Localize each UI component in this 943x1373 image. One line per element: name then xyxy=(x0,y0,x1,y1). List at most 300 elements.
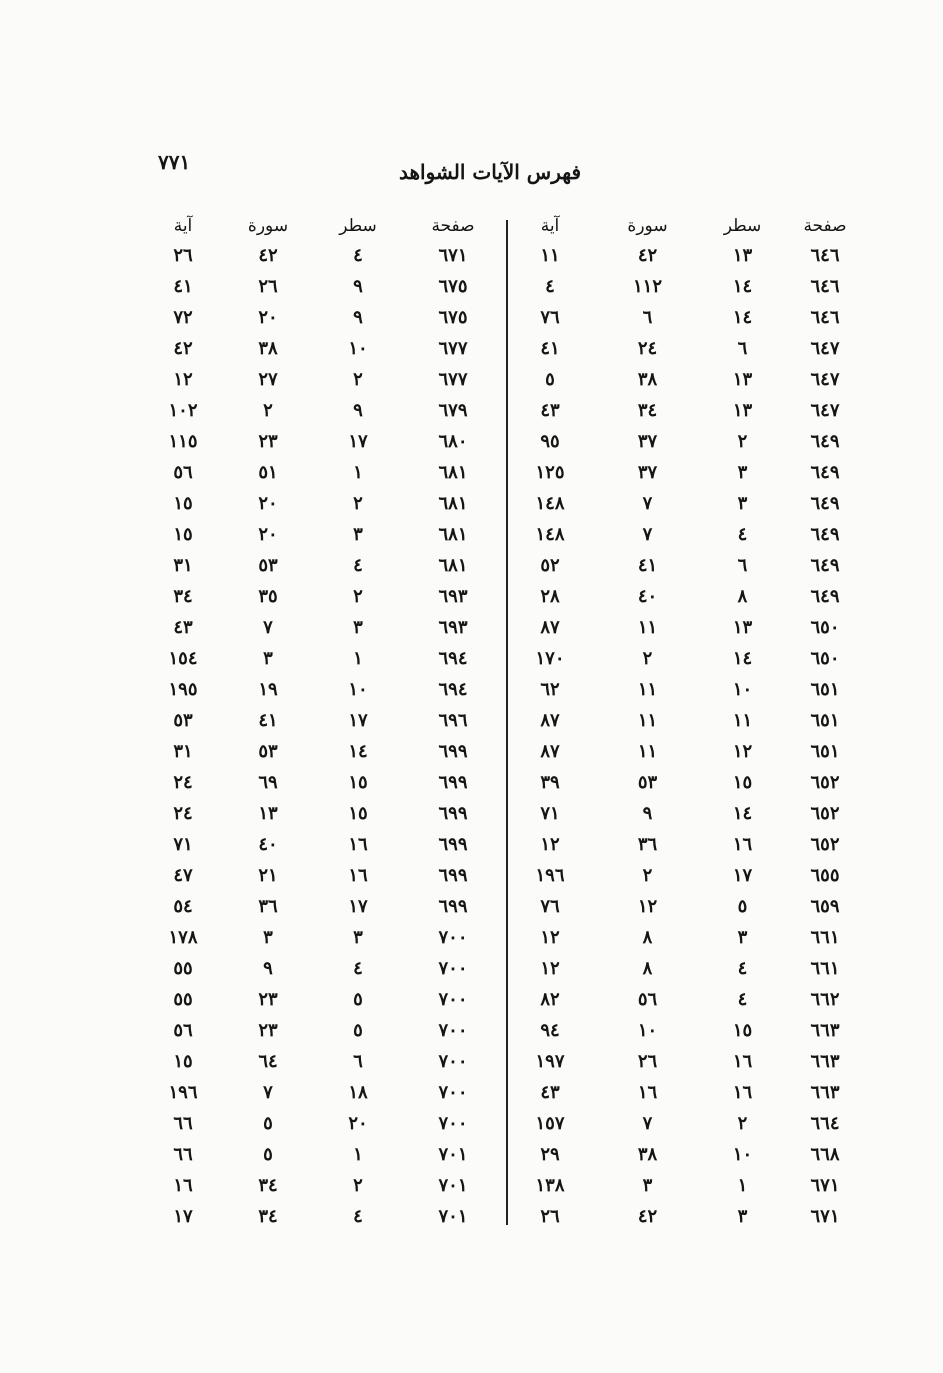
cell-sura: ٣٨ xyxy=(637,369,658,390)
table-row xyxy=(505,891,865,922)
cell-aya: ٢٤ xyxy=(173,803,193,824)
table-row xyxy=(148,364,508,395)
cell-line: ٤ xyxy=(353,555,363,576)
table-row xyxy=(148,922,508,953)
table-row xyxy=(148,643,508,674)
cell-line: ١ xyxy=(737,1175,748,1196)
cell-page: ٦٩٩ xyxy=(438,772,468,793)
cell-aya: ١٧٨ xyxy=(168,927,198,948)
cell-page: ٦٥١ xyxy=(810,741,840,762)
table-header-row xyxy=(148,212,508,240)
cell-line: ١٣ xyxy=(732,245,753,266)
cell-aya: ٦٢ xyxy=(540,679,560,700)
cell-aya: ١٤٨ xyxy=(535,493,565,514)
cell-line: ١٤ xyxy=(732,803,753,824)
cell-page: ٦٤٧ xyxy=(810,400,840,421)
right-index-column xyxy=(505,212,865,1232)
cell-aya: ٤٣ xyxy=(173,617,193,638)
cell-line: ٣ xyxy=(353,617,363,638)
cell-page: ٦٤٦ xyxy=(810,307,840,328)
cell-line: ١٦ xyxy=(732,834,753,855)
cell-aya: ٤١ xyxy=(173,276,193,297)
cell-line: ١٣ xyxy=(732,617,753,638)
table-row xyxy=(505,705,865,736)
cell-line: ٤ xyxy=(353,245,363,266)
cell-page: ٦٦٤ xyxy=(810,1113,840,1134)
table-row xyxy=(505,240,865,271)
cell-line: ١٨ xyxy=(348,1082,368,1103)
cell-page: ٦٤٧ xyxy=(810,338,840,359)
cell-aya: ٧١ xyxy=(540,803,560,824)
cell-sura: ٤١ xyxy=(637,555,658,576)
cell-page: ٦٨٠ xyxy=(438,431,468,452)
table-row xyxy=(148,705,508,736)
cell-aya: ٨٧ xyxy=(540,617,560,638)
table-row xyxy=(505,643,865,674)
cell-aya: ١٩٦ xyxy=(168,1082,198,1103)
cell-page: ٦٤٧ xyxy=(810,369,840,390)
cell-sura: ٢٧ xyxy=(258,369,278,390)
cell-sura: ٨ xyxy=(642,958,653,979)
cell-line: ١٠ xyxy=(348,679,368,700)
cell-aya: ١٥٧ xyxy=(535,1113,565,1134)
cell-line: ١٥ xyxy=(732,1020,753,1041)
cell-aya: ١٣٨ xyxy=(535,1175,565,1196)
cell-aya: ٤٧ xyxy=(173,865,193,886)
cell-page: ٦٩٣ xyxy=(438,617,468,638)
cell-aya: ٧١ xyxy=(173,834,193,855)
cell-sura: ٤٢ xyxy=(258,245,278,266)
cell-aya: ١٥ xyxy=(173,524,193,545)
cell-aya: ٨٧ xyxy=(540,741,560,762)
cell-line: ١٠ xyxy=(348,338,368,359)
cell-sura: ٤٠ xyxy=(258,834,278,855)
cell-line: ١١ xyxy=(732,710,753,731)
cell-page: ٧٠١ xyxy=(438,1144,468,1165)
cell-page: ٦٦١ xyxy=(810,958,840,979)
cell-page: ٦٤٩ xyxy=(810,431,840,452)
cell-line: ١٤ xyxy=(732,276,753,297)
cell-line: ١٦ xyxy=(348,865,368,886)
cell-aya: ٢٨ xyxy=(540,586,560,607)
cell-aya: ١٧ xyxy=(173,1206,193,1227)
table-row xyxy=(148,581,508,612)
cell-sura: ٣٧ xyxy=(637,462,658,483)
cell-page: ٧٠٠ xyxy=(438,989,468,1010)
cell-line: ٣ xyxy=(737,1206,748,1227)
cell-line: ٢ xyxy=(353,1175,363,1196)
header-page: صفحة xyxy=(431,216,475,236)
cell-page: ٦٩٩ xyxy=(438,803,468,824)
table-row xyxy=(505,674,865,705)
cell-page: ٦٨١ xyxy=(438,493,468,514)
table-row xyxy=(148,953,508,984)
cell-aya: ١٢٥ xyxy=(535,462,565,483)
cell-sura: ٣٦ xyxy=(637,834,658,855)
table-row xyxy=(148,1139,508,1170)
cell-page: ٦٦٣ xyxy=(810,1020,840,1041)
cell-page: ٧٠٠ xyxy=(438,1113,468,1134)
table-row xyxy=(148,550,508,581)
cell-line: ١ xyxy=(353,648,363,669)
table-row xyxy=(505,798,865,829)
cell-sura: ١٩ xyxy=(258,679,278,700)
cell-line: ٦ xyxy=(737,555,748,576)
cell-aya: ٣١ xyxy=(173,555,193,576)
cell-sura: ١١ xyxy=(637,710,658,731)
cell-aya: ٩٤ xyxy=(540,1020,560,1041)
table-row xyxy=(505,1170,865,1201)
cell-aya: ١٦ xyxy=(173,1175,193,1196)
page-number: ٧٧١ xyxy=(158,150,191,174)
cell-page: ٧٠٠ xyxy=(438,958,468,979)
cell-sura: ٥ xyxy=(263,1113,273,1134)
cell-aya: ٨٢ xyxy=(540,989,560,1010)
cell-aya: ١١ xyxy=(540,245,560,266)
cell-aya: ٤٢ xyxy=(173,338,193,359)
cell-aya: ٧٢ xyxy=(173,307,193,328)
header-aya: آية xyxy=(540,216,560,236)
cell-aya: ٨٧ xyxy=(540,710,560,731)
cell-page: ٦٧١ xyxy=(438,245,468,266)
cell-aya: ١٢ xyxy=(540,834,560,855)
cell-sura: ٧ xyxy=(642,1113,653,1134)
table-row xyxy=(148,1201,508,1232)
cell-page: ٦٥٩ xyxy=(810,896,840,917)
cell-page: ٦٥١ xyxy=(810,679,840,700)
cell-page: ٦٦٨ xyxy=(810,1144,840,1165)
cell-aya: ٣٩ xyxy=(540,772,560,793)
table-row xyxy=(505,457,865,488)
table-row xyxy=(505,767,865,798)
cell-sura: ١٠ xyxy=(637,1020,658,1041)
cell-sura: ٢٠ xyxy=(258,524,278,545)
table-row xyxy=(505,395,865,426)
cell-page: ٦٩٣ xyxy=(438,586,468,607)
table-row xyxy=(148,395,508,426)
table-row xyxy=(505,1201,865,1232)
cell-sura: ٦٩ xyxy=(258,772,278,793)
cell-line: ١٦ xyxy=(348,834,368,855)
cell-sura: ٤٢ xyxy=(637,1206,658,1227)
header-page: صفحة xyxy=(803,216,847,236)
cell-line: ١٧ xyxy=(348,710,368,731)
cell-page: ٧٠١ xyxy=(438,1175,468,1196)
cell-line: ٦ xyxy=(353,1051,363,1072)
table-row xyxy=(148,860,508,891)
cell-sura: ١١٢ xyxy=(632,276,662,297)
cell-aya: ٢٤ xyxy=(173,772,193,793)
cell-page: ٧٠٠ xyxy=(438,1051,468,1072)
cell-aya: ٣١ xyxy=(173,741,193,762)
table-row xyxy=(148,984,508,1015)
left-index-table xyxy=(148,212,508,1232)
table-row xyxy=(148,674,508,705)
table-row xyxy=(505,953,865,984)
cell-aya: ١٤٨ xyxy=(535,524,565,545)
cell-aya: ١١٥ xyxy=(168,431,198,452)
table-row xyxy=(148,891,508,922)
header-sura: سورة xyxy=(247,216,289,236)
cell-aya: ٤٣ xyxy=(540,1082,560,1103)
cell-page: ٦٥٢ xyxy=(810,772,840,793)
table-row xyxy=(148,333,508,364)
cell-aya: ١٩٥ xyxy=(168,679,198,700)
cell-page: ٦٧٧ xyxy=(438,338,468,359)
cell-line: ٣ xyxy=(353,524,363,545)
table-row xyxy=(148,271,508,302)
cell-sura: ٢٤ xyxy=(637,338,658,359)
cell-page: ٦٥٠ xyxy=(810,617,840,638)
cell-sura: ٣ xyxy=(642,1175,653,1196)
table-row xyxy=(148,1077,508,1108)
cell-line: ٥ xyxy=(353,989,363,1010)
cell-line: ١٧ xyxy=(348,431,368,452)
left-index-column xyxy=(148,212,508,1232)
cell-aya: ٤٣ xyxy=(540,400,560,421)
table-row xyxy=(148,1015,508,1046)
cell-sura: ٧ xyxy=(642,493,653,514)
cell-page: ٦٤٩ xyxy=(810,524,840,545)
running-title: فهرس الآيات الشواهد xyxy=(398,160,582,184)
table-row xyxy=(148,488,508,519)
cell-line: ٦ xyxy=(737,338,748,359)
cell-aya: ٧٦ xyxy=(540,896,560,917)
cell-aya: ٥٦ xyxy=(173,1020,193,1041)
cell-line: ٤ xyxy=(737,989,748,1010)
table-row xyxy=(148,302,508,333)
table-row xyxy=(505,302,865,333)
table-row xyxy=(148,612,508,643)
cell-aya: ٥٢ xyxy=(540,555,560,576)
cell-line: ٢ xyxy=(353,493,363,514)
table-row xyxy=(148,1170,508,1201)
cell-sura: ٢٦ xyxy=(258,276,278,297)
cell-line: ١٣ xyxy=(732,369,753,390)
cell-aya: ٢٩ xyxy=(540,1144,560,1165)
cell-line: ٢ xyxy=(737,1113,748,1134)
table-row xyxy=(505,271,865,302)
cell-line: ٢ xyxy=(353,586,363,607)
header-aya: آية xyxy=(173,216,193,236)
cell-line: ٨ xyxy=(737,586,748,607)
table-row xyxy=(505,984,865,1015)
cell-sura: ١٦ xyxy=(637,1082,658,1103)
table-row xyxy=(148,767,508,798)
table-row xyxy=(148,736,508,767)
table-row xyxy=(505,519,865,550)
cell-sura: ٣٤ xyxy=(637,400,658,421)
table-row xyxy=(505,736,865,767)
cell-page: ٧٠٠ xyxy=(438,927,468,948)
cell-page: ٦٧١ xyxy=(810,1175,840,1196)
cell-line: ١٧ xyxy=(732,865,753,886)
cell-sura: ٣٤ xyxy=(258,1206,278,1227)
cell-page: ٦٨١ xyxy=(438,555,468,576)
cell-sura: ٤١ xyxy=(258,710,278,731)
cell-sura: ٣ xyxy=(263,648,273,669)
table-row xyxy=(505,1077,865,1108)
cell-line: ٤ xyxy=(737,958,748,979)
cell-aya: ٥٦ xyxy=(173,462,193,483)
cell-line: ١٥ xyxy=(348,772,368,793)
cell-page: ٧٠٠ xyxy=(438,1082,468,1103)
cell-aya: ٤١ xyxy=(540,338,560,359)
cell-page: ٦٦٢ xyxy=(810,989,840,1010)
cell-sura: ٣٧ xyxy=(637,431,658,452)
cell-aya: ٢٦ xyxy=(173,245,193,266)
cell-line: ١ xyxy=(353,1144,363,1165)
table-row xyxy=(148,829,508,860)
cell-line: ١ xyxy=(353,462,363,483)
cell-page: ٦٩٤ xyxy=(438,679,468,700)
cell-sura: ٤٠ xyxy=(637,586,658,607)
cell-line: ٢٠ xyxy=(348,1113,368,1134)
cell-line: ١٢ xyxy=(732,741,753,762)
cell-page: ٦٥١ xyxy=(810,710,840,731)
cell-page: ٦٧٩ xyxy=(438,400,468,421)
table-row xyxy=(148,519,508,550)
cell-line: ٣ xyxy=(737,927,748,948)
cell-page: ٦٦٣ xyxy=(810,1082,840,1103)
cell-sura: ٩ xyxy=(642,803,653,824)
cell-line: ١٤ xyxy=(348,741,368,762)
cell-aya: ١٢ xyxy=(173,369,193,390)
cell-sura: ٢٠ xyxy=(258,307,278,328)
cell-line: ٤ xyxy=(737,524,748,545)
cell-sura: ٣ xyxy=(263,927,273,948)
cell-aya: ٥ xyxy=(545,369,555,390)
cell-aya: ٥٥ xyxy=(173,989,193,1010)
cell-line: ١٦ xyxy=(732,1051,753,1072)
cell-line: ١٠ xyxy=(732,679,753,700)
table-row xyxy=(505,333,865,364)
table-row xyxy=(505,1015,865,1046)
cell-line: ٩ xyxy=(353,400,363,421)
cell-aya: ٥٤ xyxy=(173,896,193,917)
table-row xyxy=(505,612,865,643)
table-row xyxy=(505,550,865,581)
cell-sura: ٥٦ xyxy=(637,989,658,1010)
table-row xyxy=(505,860,865,891)
cell-sura: ١١ xyxy=(637,679,658,700)
cell-page: ٦٤٦ xyxy=(810,245,840,266)
cell-page: ٦٥٥ xyxy=(810,865,840,886)
cell-aya: ٩٥ xyxy=(540,431,560,452)
cell-page: ٦٨١ xyxy=(438,524,468,545)
table-row xyxy=(148,798,508,829)
table-row xyxy=(505,364,865,395)
cell-line: ٢ xyxy=(737,431,748,452)
cell-sura: ٣٦ xyxy=(258,896,278,917)
cell-line: ٤ xyxy=(353,1206,363,1227)
cell-page: ٦٥٠ xyxy=(810,648,840,669)
cell-page: ٦٩٤ xyxy=(438,648,468,669)
cell-page: ٦٧٥ xyxy=(438,276,468,297)
cell-line: ٥ xyxy=(353,1020,363,1041)
cell-line: ٣ xyxy=(737,462,748,483)
cell-line: ٢ xyxy=(353,369,363,390)
table-row xyxy=(148,240,508,271)
cell-aya: ١٩٦ xyxy=(535,865,565,886)
cell-page: ٦٩٦ xyxy=(438,710,468,731)
table-row xyxy=(505,1108,865,1139)
cell-sura: ٣٥ xyxy=(258,586,278,607)
cell-page: ٧٠١ xyxy=(438,1206,468,1227)
cell-line: ١٣ xyxy=(732,400,753,421)
table-header-row xyxy=(505,212,865,240)
table-row xyxy=(148,426,508,457)
cell-sura: ٥٣ xyxy=(258,741,278,762)
cell-sura: ٣٤ xyxy=(258,1175,278,1196)
cell-page: ٦٦١ xyxy=(810,927,840,948)
cell-page: ٧٠٠ xyxy=(438,1020,468,1041)
cell-sura: ١٢ xyxy=(637,896,658,917)
cell-sura: ٧ xyxy=(263,617,273,638)
cell-aya: ١٥٤ xyxy=(168,648,198,669)
cell-aya: ١٢ xyxy=(540,927,560,948)
cell-sura: ٢١ xyxy=(258,865,278,886)
cell-line: ٤ xyxy=(353,958,363,979)
cell-sura: ٢٣ xyxy=(258,1020,278,1041)
cell-page: ٦٩٩ xyxy=(438,741,468,762)
cell-sura: ١١ xyxy=(637,741,658,762)
cell-line: ١٦ xyxy=(732,1082,753,1103)
cell-sura: ٢ xyxy=(642,648,653,669)
table-row xyxy=(505,829,865,860)
right-index-table xyxy=(505,212,865,1232)
cell-aya: ١٧٠ xyxy=(535,648,565,669)
cell-page: ٦٤٩ xyxy=(810,586,840,607)
cell-sura: ٥١ xyxy=(258,462,278,483)
cell-sura: ٣٨ xyxy=(258,338,278,359)
cell-page: ٦٤٩ xyxy=(810,555,840,576)
cell-sura: ٧ xyxy=(642,524,653,545)
cell-sura: ٦ xyxy=(642,307,653,328)
cell-aya: ٦٦ xyxy=(173,1144,193,1165)
cell-sura: ٢٣ xyxy=(258,989,278,1010)
cell-aya: ٢٦ xyxy=(540,1206,560,1227)
cell-sura: ٩ xyxy=(263,958,273,979)
table-row xyxy=(148,1046,508,1077)
cell-line: ٣ xyxy=(737,493,748,514)
cell-aya: ١٩٧ xyxy=(535,1051,565,1072)
cell-sura: ١٣ xyxy=(258,803,278,824)
header-sura: سورة xyxy=(627,216,668,236)
table-row xyxy=(505,1139,865,1170)
cell-page: ٦٨١ xyxy=(438,462,468,483)
cell-aya: ٣٤ xyxy=(173,586,193,607)
header-line: سطر xyxy=(723,216,762,236)
cell-aya: ٦٦ xyxy=(173,1113,193,1134)
table-row xyxy=(505,581,865,612)
cell-aya: ١٥ xyxy=(173,493,193,514)
table-row xyxy=(505,426,865,457)
cell-page: ٦٧١ xyxy=(810,1206,840,1227)
cell-page: ٦٥٢ xyxy=(810,834,840,855)
cell-page: ٦٩٩ xyxy=(438,896,468,917)
cell-line: ١٤ xyxy=(732,648,753,669)
cell-sura: ١١ xyxy=(637,617,658,638)
table-row xyxy=(148,1108,508,1139)
cell-sura: ٥٣ xyxy=(637,772,658,793)
cell-line: ٥ xyxy=(737,896,748,917)
cell-line: ١٥ xyxy=(732,772,753,793)
cell-page: ٦٧٥ xyxy=(438,307,468,328)
cell-aya: ١٥ xyxy=(173,1051,193,1072)
cell-page: ٦٤٩ xyxy=(810,462,840,483)
cell-sura: ٢٠ xyxy=(258,493,278,514)
